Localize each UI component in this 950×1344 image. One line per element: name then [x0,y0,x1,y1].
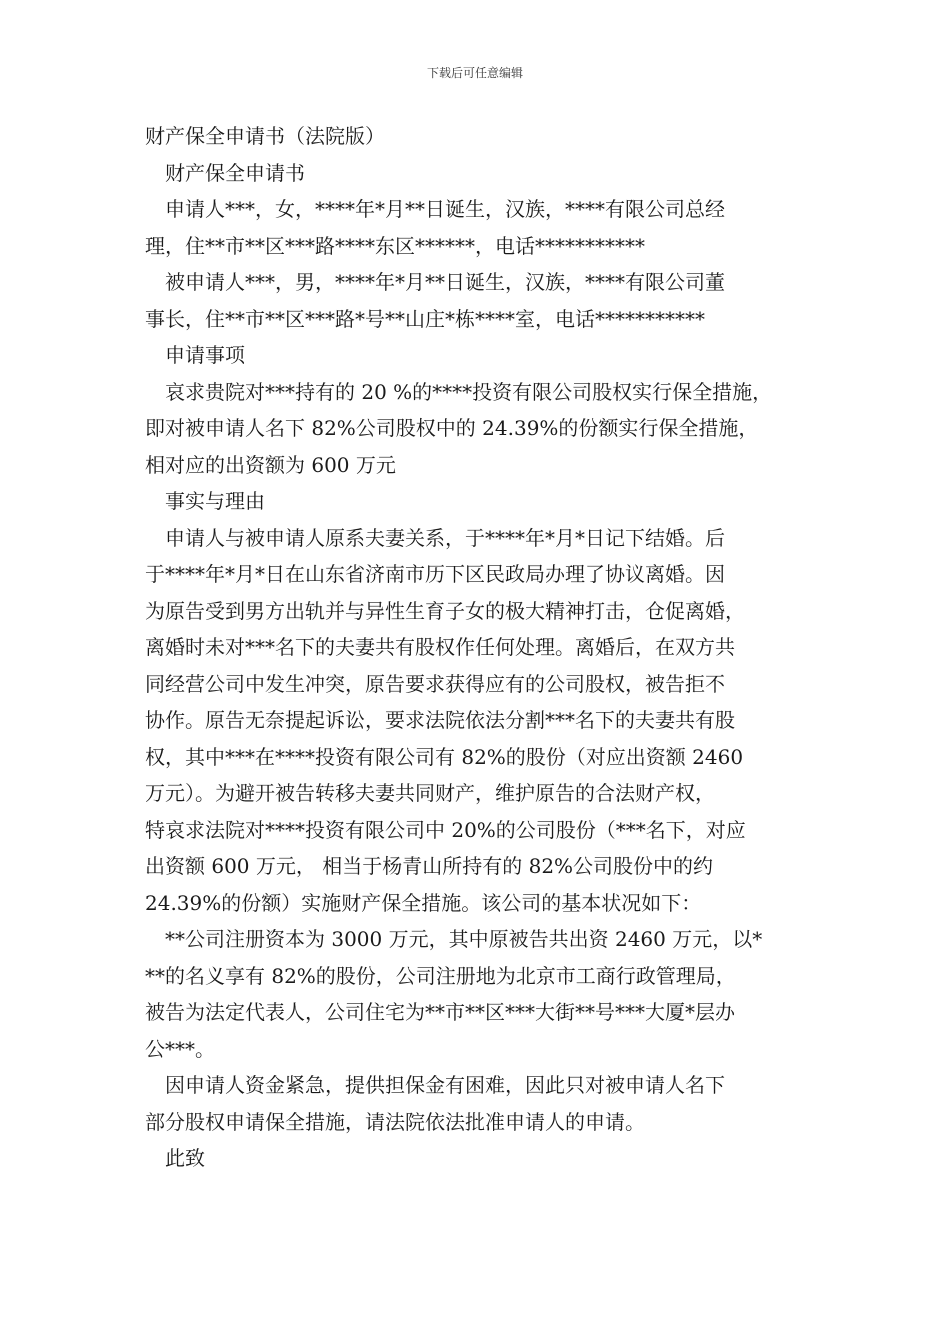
applicant-paragraph [145,191,835,264]
paragraph-line: 权，其中***在****投资有限公司有 82%的股份（对应出资额 2460 [145,744,744,769]
paragraph-line: 为原告受到男方出轨并与异性生育子女的极大精神打击，仓促离婚， [145,598,745,623]
page-header: 下载后可任意编辑 [426,66,523,80]
company-paragraph [145,921,835,1067]
document-title: 财产保全申请书（法院版） [145,124,385,148]
document-body [145,118,835,1177]
paragraph-line: 万元）。为避开被告转移夫妻共同财产，维护原告的合法财产权， [145,781,715,805]
paragraph-line: 被告为法定代表人，公司住宅为**市**区***大街**号***大厦*层办 [145,1000,735,1024]
closing-paragraph [145,1067,835,1140]
paragraph-line: 因申请人资金紧急，提供担保金有困难，因此只对被申请人名下 [165,1073,725,1097]
facts-paragraph [145,520,835,922]
request-paragraph [145,374,835,484]
paragraph-line: 协作。原告无奈提起诉讼，要求法院依法分割***名下的夫妻共有股 [145,708,735,732]
paragraph-line: 相对应的出资额为 600 万元 [145,452,396,477]
paragraph-line: 于****年*月*日在山东省济南市历下区民政局办理了协议离婚。因 [145,562,725,586]
paragraph-line: 部分股权申请保全措施，请法院依法批准申请人的申请。 [145,1109,645,1134]
paragraph-line: 24.39%的份额）实施财产保全措施。该公司的基本状况如下： [145,890,702,915]
paragraph-line: 哀求贵院对***持有的 20 %的****投资有限公司股权实行保全措施， [165,379,773,404]
paragraph-line: **的名义享有 82%的股份，公司注册地为北京市工商行政管理局， [145,963,736,988]
section-heading-facts: 事实与理由 [165,489,265,513]
respondent-paragraph [145,264,835,337]
document-subtitle: 财产保全申请书 [165,160,305,185]
paragraph-line: 事长，住**市**区***路*号**山庄*栋****室，电话*********** [145,306,705,331]
paragraph-line: 特哀求法院对****投资有限公司中 20%的公司股份（***名下，对应 [145,817,746,842]
paragraph-line: **公司注册资本为 3000 万元，其中原被告共出资 2460 万元，以* [165,927,763,951]
paragraph-line: 公***。 [145,1036,215,1061]
salutation: 此致 [165,1146,205,1170]
paragraph-line: 申请人与被申请人原系夫妻关系，于****年*月*日记下结婚。后 [165,525,725,550]
paragraph-line: 出资额 600 万元， 相当于杨青山所持有的 82%公司股份中的约 [145,854,714,878]
paragraph-line: 即对被申请人名下 82%公司股权中的 24.39%的份额实行保全措施， [145,416,759,440]
paragraph-line: 同经营公司中发生冲突，原告要求获得应有的公司股权，被告拒不 [145,671,725,696]
paragraph-line: 理，住**市**区***路****东区******，电话*********** [145,233,645,258]
paragraph-line: 离婚时未对***名下的夫妻共有股权作任何处理。离婚后，在双方共 [145,635,735,659]
paragraph-line: 申请人***，女，****年*月**日诞生，汉族，****有限公司总经 [165,197,725,221]
section-heading-request: 申请事项 [165,343,245,367]
paragraph-line: 被申请人***，男，****年*月**日诞生，汉族，****有限公司董 [165,270,725,294]
